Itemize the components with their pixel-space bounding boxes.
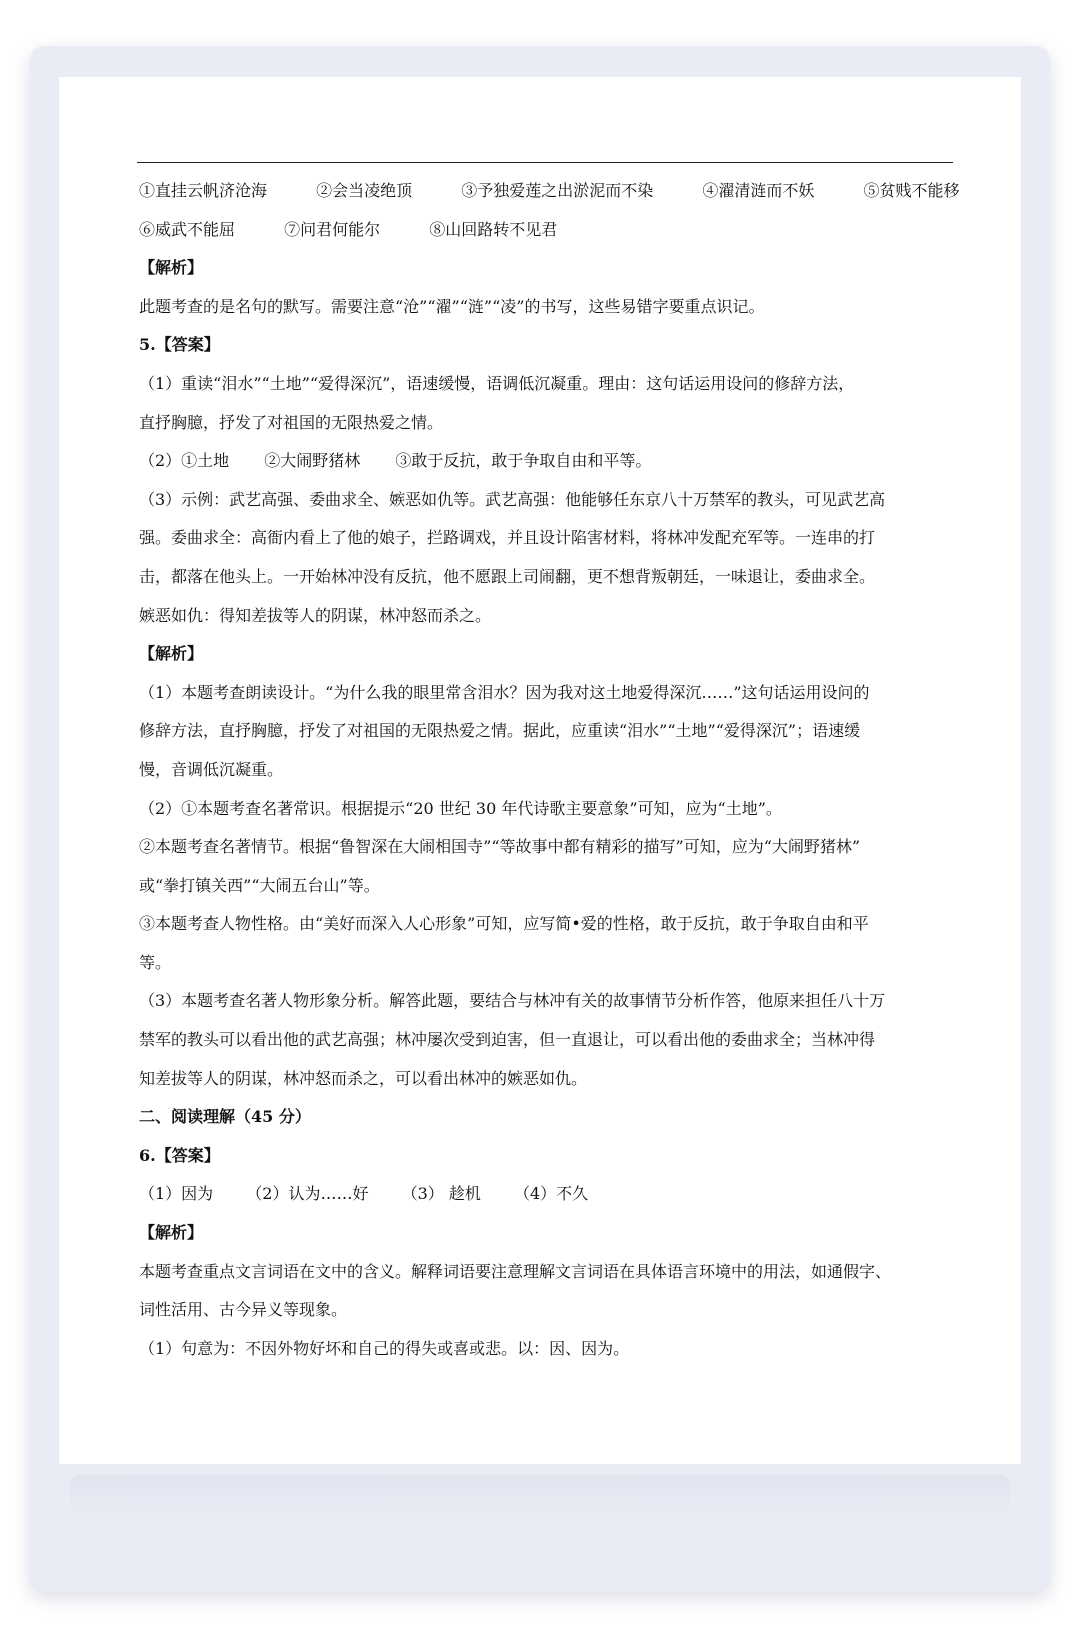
answer-item-4: ④濯清涟而不妖 (702, 181, 815, 200)
analysis-label: 【解析】 (139, 644, 204, 664)
section-2-title: 二、阅读理解（45 分） (139, 1107, 311, 1127)
paragraph: 等。 (139, 952, 172, 972)
answer-blank-line (137, 162, 953, 163)
answer-part: ②大闹野猪林 (264, 451, 361, 471)
paragraph: 慢，音调低沉凝重。 (139, 759, 284, 779)
answer-part: （4）不久 (513, 1184, 589, 1204)
analysis-label: 【解析】 (139, 1223, 204, 1243)
question-6-heading: 6.【答案】 (139, 1145, 220, 1165)
answer-item-1: ①直挂云帆济沧海 (139, 181, 268, 200)
paragraph: 知差拔等人的阴谋，林冲怒而杀之，可以看出林冲的嫉恶如仇。 (139, 1068, 588, 1088)
paragraph: 强。委曲求全：高衙内看上了他的娘子，拦路调戏，并且设计陷害材料，将林冲发配充军等。一连串的打 (139, 528, 876, 548)
answer-item-6: ⑥威武不能屈 (139, 219, 236, 239)
paragraph: ③本题考查人物性格。由“美好而深入人心形象”可知，应写简•爱的性格，敢于反抗，敢于争取自由和平 (139, 914, 869, 934)
paragraph: 嫉恶如仇：得知差拔等人的阴谋，林冲怒而杀之。 (139, 605, 492, 625)
paragraph: 此题考查的是名句的默写。需要注意“沧”“濯”“涟”“凌”的书写，这些易错字要重点识记。 (139, 296, 765, 316)
paragraph: （1）句意为：不因外物好坏和自己的得失或喜或悲。以：因、因为。 (139, 1338, 630, 1358)
document-content (139, 172, 959, 1368)
paragraph: 修辞方法，直抒胸臆，抒发了对祖国的无限热爱之情。据此，应重读“泪水”“土地”“爱得深沉”；语速缓 (139, 721, 861, 741)
question-5-heading: 5.【答案】 (139, 335, 220, 355)
answer-part: （2）认为……好 (246, 1184, 369, 1204)
page-shadow (70, 1475, 1010, 1515)
answer-part: ③敢于反抗，敢于争取自由和平等。 (395, 451, 652, 471)
answer-part: （1）因为 (139, 1184, 214, 1204)
paragraph: （3）示例：武艺高强、委曲求全、嫉恶如仇等。武艺高强：他能够任东京八十万禁军的教头，可见武艺高 (139, 489, 886, 509)
paragraph: （3）本题考查名著人物形象分析。解答此题，要结合与林冲有关的故事情节分析作答，他原来担任八十万 (139, 991, 886, 1011)
answer-part: （3） 趁机 (401, 1184, 481, 1204)
answer-item-7: ⑦问君何能尔 (284, 219, 381, 239)
paragraph: （1）重读“泪水”“土地”“爱得深沉”，语速缓慢，语调低沉凝重。理由：这句话运用设问的修辞方法， (139, 373, 855, 393)
paragraph: （1）本题考查朗读设计。“为什么我的眼里常含泪水？因为我对这土地爱得深沉……”这句话运用设问的 (139, 682, 870, 702)
paragraph: ②本题考查名著情节。根据“鲁智深在大闹相国寺”“等故事中都有精彩的描写”可知，应为“大闹野猪林” (139, 837, 861, 857)
paragraph: 词性活用、古今异义等现象。 (139, 1300, 348, 1320)
answer-row-2 (139, 211, 959, 250)
paragraph: 击，都落在他头上。一开始林冲没有反抗，他不愿跟上司闹翻，更不想背叛朝廷，一味退让，委曲求全。 (139, 566, 876, 586)
answer-item-3: ③予独爱莲之出淤泥而不染 (461, 181, 654, 200)
paragraph: 禁军的教头可以看出他的武艺高强；林冲屡次受到迫害，但一直退让，可以看出他的委曲求全；当林冲得 (139, 1030, 876, 1050)
paragraph: 或“拳打镇关西”“大闹五台山”等。 (139, 875, 380, 895)
answer-row-1 (139, 172, 959, 211)
paragraph: 直抒胸臆，抒发了对祖国的无限热爱之情。 (139, 412, 444, 432)
answer-item-5: ⑤贫贱不能移 (863, 181, 960, 200)
answer-item-2: ②会当凌绝顶 (316, 181, 413, 200)
answer-row (139, 442, 959, 481)
paragraph: 本题考查重点文言词语在文中的含义。解释词语要注意理解文言词语在具体语言环境中的用法，如通假字、 (139, 1261, 892, 1281)
paragraph: （2）①本题考查名著常识。根据提示“20 世纪 30 年代诗歌主要意象”可知，应为“土地”。 (139, 798, 782, 818)
analysis-label: 【解析】 (139, 258, 204, 278)
answer-part: （2）①土地 (139, 451, 230, 471)
answer-row (139, 1175, 959, 1214)
answer-item-8: ⑧山回路转不见君 (429, 219, 558, 239)
